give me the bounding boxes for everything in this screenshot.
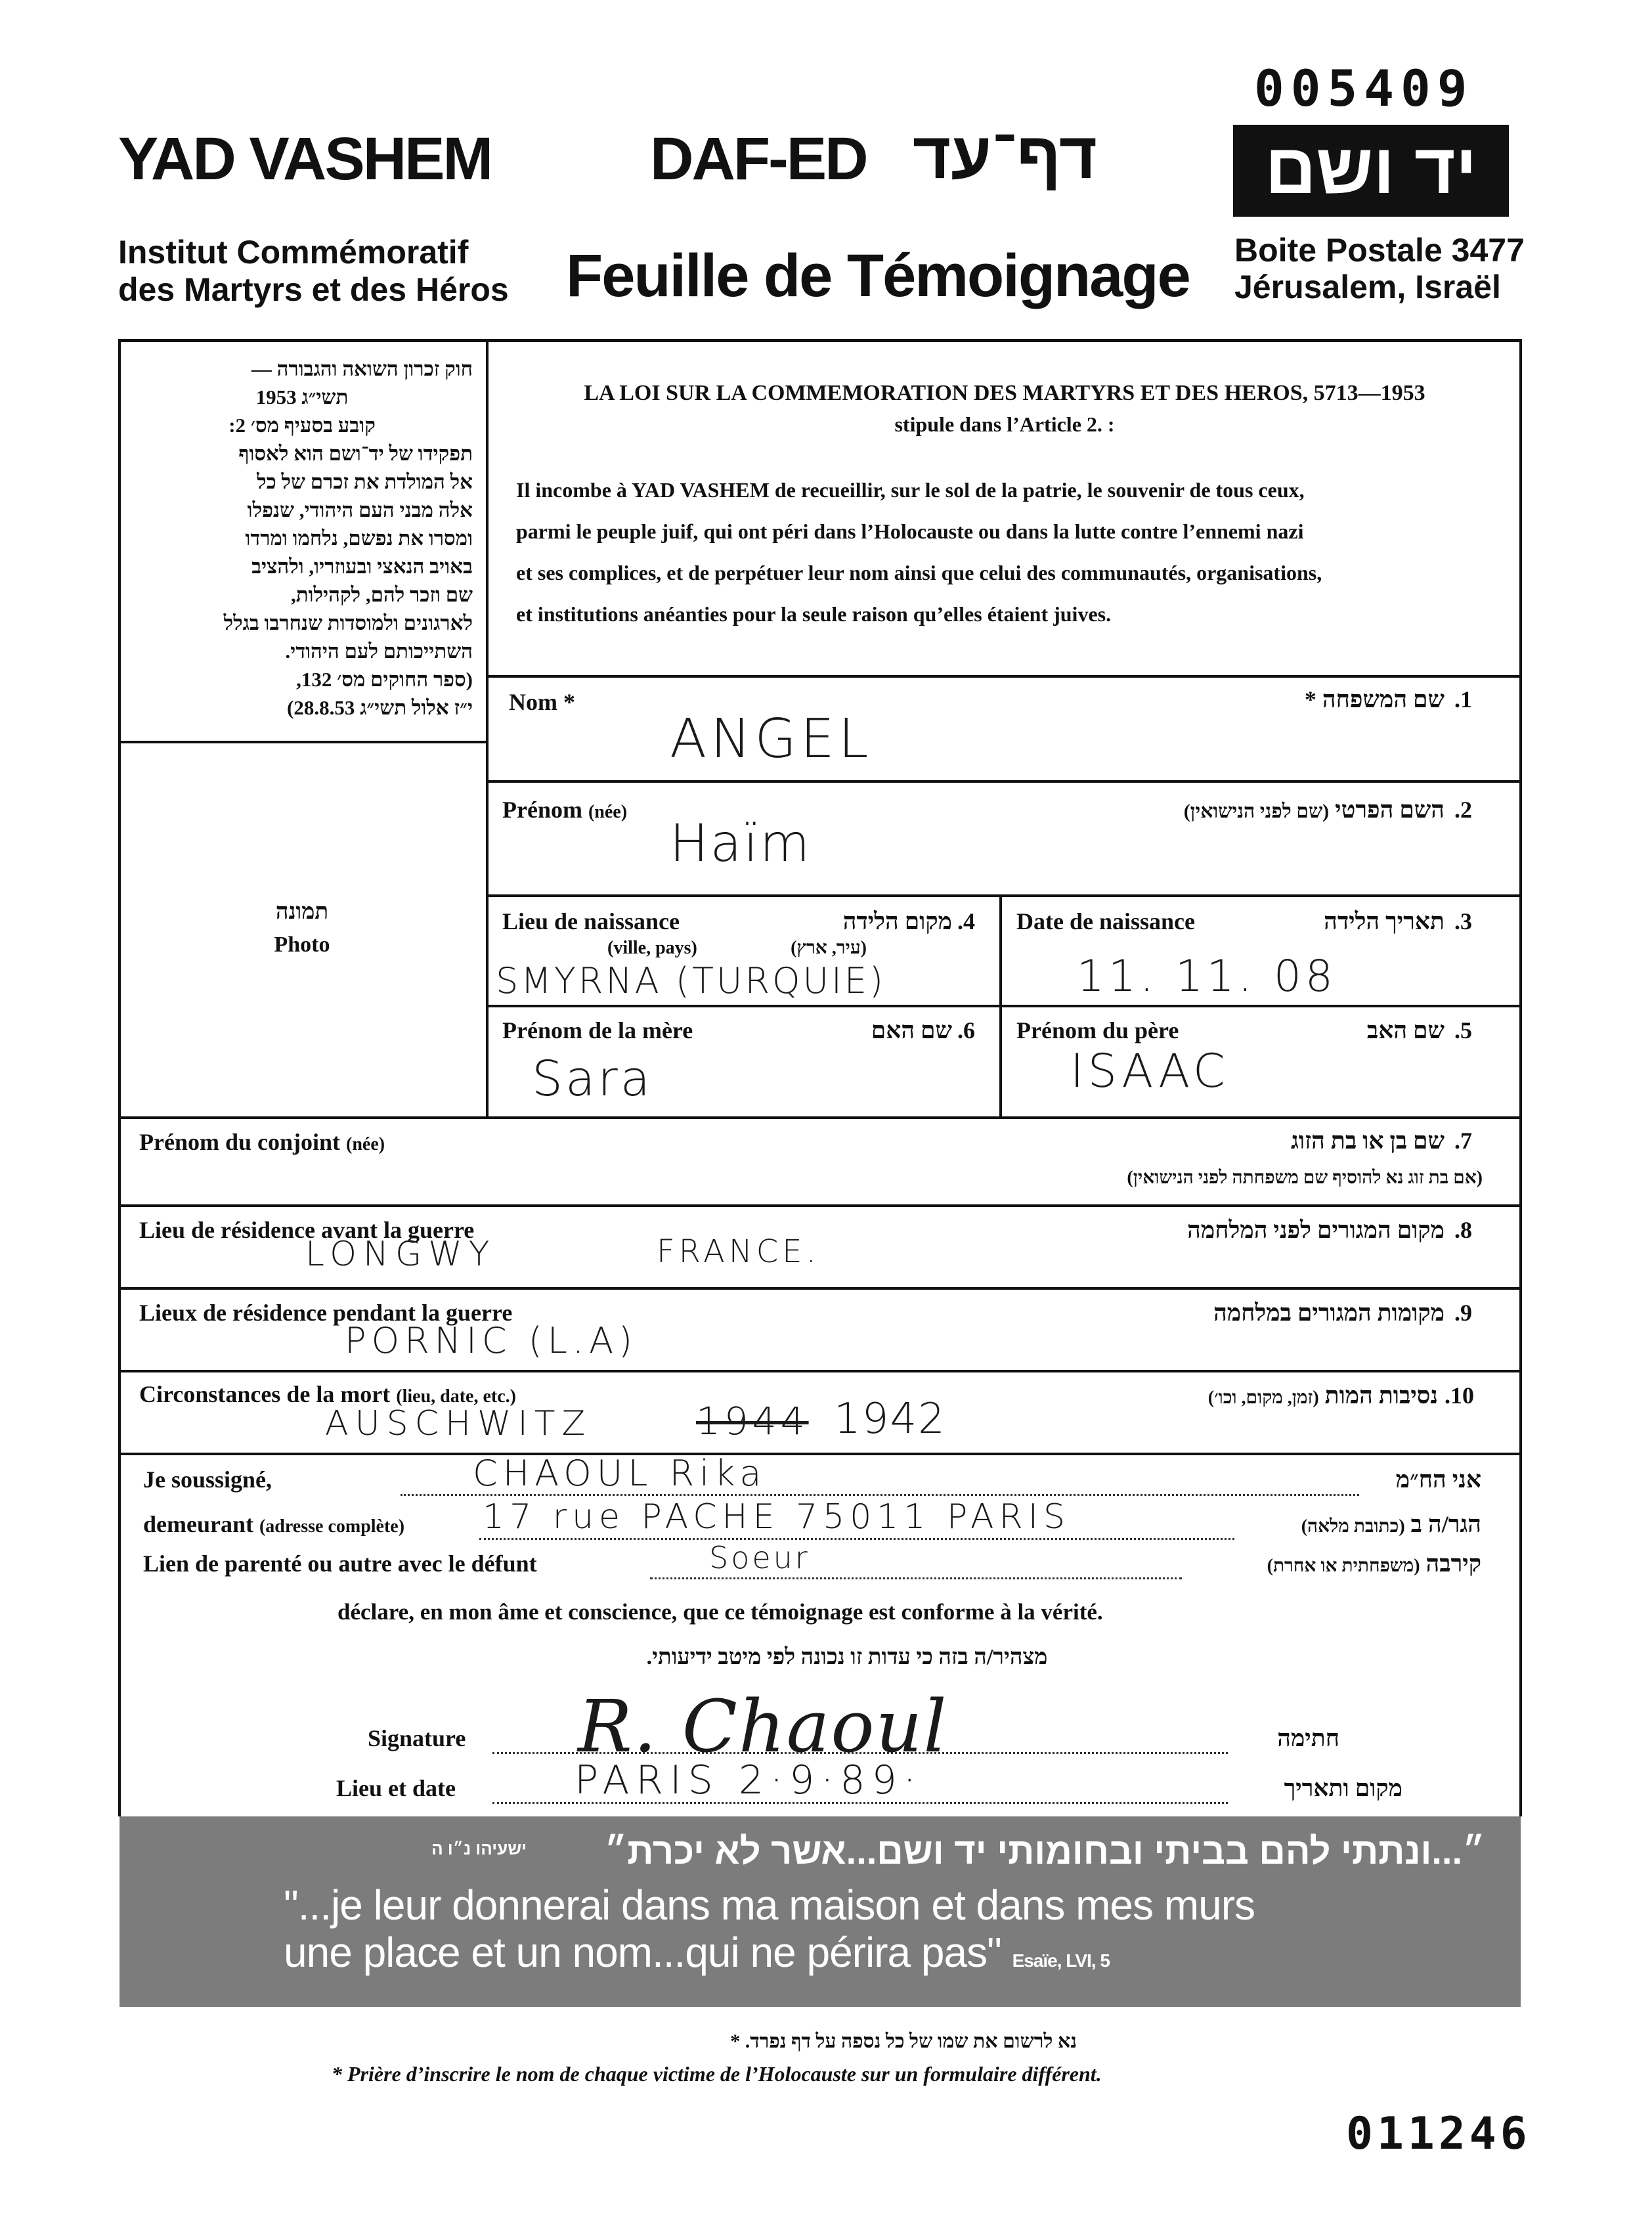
demeurant-hebrew-text: הגר/ה ב xyxy=(1410,1511,1481,1537)
row-divider-6 xyxy=(118,1204,1522,1207)
lien-hebrew-text: קירבה xyxy=(1425,1550,1481,1577)
field-7-label-note: (née) xyxy=(346,1134,385,1154)
soussigne-hebrew: אני הח״מ xyxy=(1395,1466,1481,1493)
soussigne-line xyxy=(401,1494,1359,1496)
law-hebrew-line-13: י״ז אלול תשי״ג 28.8.53) xyxy=(287,696,473,719)
row-divider-2 xyxy=(486,780,1522,783)
law-french-line-1: Il incombe à YAD VASHEM de recueillir, sur le sol de la patrie, le souvenir de tous ceux, xyxy=(516,478,1305,502)
field-3-number: .3 xyxy=(1454,908,1472,934)
field-4-label-hebrew-note: (עיר, ארץ) xyxy=(791,938,867,958)
demeurant-label xyxy=(143,1510,404,1538)
field-4-label-hebrew: מקום הלידה xyxy=(842,908,952,934)
form-name: DAF-ED xyxy=(650,125,867,192)
law-french-line-2: parmi le peuple juif, qui ont péri dans l’Holocauste ou dans la lutte contre l’ennemi nazi xyxy=(516,519,1304,543)
banner-french-line-2 xyxy=(284,1928,1110,1977)
field-10-label-hebrew-note: (זמן, מקום, וכו׳) xyxy=(1207,1388,1319,1408)
lieu-date-label: Lieu et date xyxy=(336,1775,456,1801)
institute-line-2: des Martyrs et des Héros xyxy=(118,271,509,308)
quote-banner xyxy=(120,1816,1521,2007)
law-hebrew-line-1: חוק זכרון השואה והגבורה — xyxy=(251,357,473,380)
form-title: Feuille de Témoignage xyxy=(566,242,1190,309)
field-2-number: .2 xyxy=(1454,797,1472,823)
serial-number-top: 005409 xyxy=(1254,59,1474,118)
field-9-label-hebrew: מקומות המגורים במלחמה xyxy=(1213,1300,1445,1326)
demeurant-label-note: (adresse complète) xyxy=(259,1516,405,1537)
demeurant-hebrew-note: (כתובת מלאה) xyxy=(1301,1516,1405,1537)
field-5-number: .5 xyxy=(1454,1017,1472,1043)
field-4-label: Lieu de naissance xyxy=(502,908,680,934)
banner-hebrew-ref: ישעיהו נ״ו ה xyxy=(431,1839,527,1858)
org-name: YAD VASHEM xyxy=(118,125,492,192)
field-7-label-hebrew: שם בן או בת הזוג xyxy=(1291,1128,1445,1154)
demeurant-value: 17 rue PACHE 75011 PARIS xyxy=(483,1497,1071,1537)
footer-note-hebrew: נא לרשום את שמו של כל נספה על דף נפרד. * xyxy=(730,2030,1077,2052)
law-hebrew-line-6: אלה מבני העם היהודי, שנפלו xyxy=(247,498,473,521)
signature-hebrew: חתימה xyxy=(1277,1725,1339,1751)
law-hebrew-line-5: אל המולדת את זכרם של כל xyxy=(257,470,473,493)
signature-value: R. Chaoul xyxy=(578,1684,948,1768)
field-2-label-text: Prénom xyxy=(502,797,582,823)
field-4-value: SMYRNA (TURQUIE) xyxy=(496,960,886,1001)
field-2-label xyxy=(502,796,627,823)
field-6-number: .6 xyxy=(957,1017,975,1043)
law-french-line-4: et institutions anéanties pour la seule raison qu’elles étaient juives. xyxy=(516,602,1112,626)
field-1-value: ANGEL xyxy=(670,708,873,770)
field-8-label-hebrew: מקום המגורים לפני המלחמה xyxy=(1187,1217,1445,1243)
field-1-label-hebrew: שם המשפחה * xyxy=(1304,686,1445,713)
field-8-value-2: FRANCE. xyxy=(657,1233,820,1270)
law-french-subtitle: stipule dans l’Article 2. : xyxy=(894,412,1115,436)
field-10-value: AUSCHWITZ xyxy=(325,1404,592,1443)
serial-number-bottom: 011246 xyxy=(1346,2108,1531,2160)
law-hebrew-line-8: באויב הנאצי ובעוזריו, ולהציב xyxy=(251,555,473,578)
photo-label: Photo xyxy=(274,933,330,957)
row-divider-9 xyxy=(118,1453,1522,1455)
field-5-label-hebrew: שם האב xyxy=(1366,1017,1445,1043)
law-divider xyxy=(118,741,487,743)
field-8-value: LONGWY xyxy=(305,1235,496,1274)
lien-line xyxy=(650,1577,1182,1579)
field-9-value: PORNIC (L.A) xyxy=(345,1320,638,1361)
field-1-number: .1 xyxy=(1454,686,1472,713)
field-10-value-struck: 1944 xyxy=(696,1399,809,1443)
field-10-label-hebrew xyxy=(1051,1382,1438,1409)
lien-value: Soeur xyxy=(709,1540,810,1575)
field-3-value: 11. 11. 08 xyxy=(1077,951,1337,1001)
footer-note-french: * Prière d’inscrire le nom de chaque victime de l’Holocauste sur un formulaire différent. xyxy=(332,2062,1102,2086)
left-column-divider xyxy=(486,339,489,1116)
row-divider-4 xyxy=(486,1005,1522,1007)
banner-hebrew-quote: ״...ונתתי להם בביתי ובחומותי יד ושם...אשר לא יכרת״ xyxy=(604,1830,1485,1872)
field-6-label-hebrew: שם האם xyxy=(871,1017,952,1043)
field-2-value: Haïm xyxy=(670,814,812,873)
field-10-number: .10 xyxy=(1445,1382,1474,1409)
law-french-title: LA LOI SUR LA COMMEMORATION DES MARTYRS ET DES HEROS, 5713—1953 xyxy=(584,381,1425,405)
law-hebrew-line-2: תשי״ג 1953 xyxy=(255,385,349,408)
demeurant-hebrew xyxy=(1234,1510,1481,1538)
frame-top xyxy=(118,339,1522,342)
law-hebrew-line-11: השתייכותם לעם היהודי. xyxy=(285,640,473,663)
institute-line-1: Institut Commémoratif xyxy=(118,234,469,271)
lieu-date-hebrew: מקום ותאריך xyxy=(1284,1775,1402,1801)
po-box: Boite Postale 3477 xyxy=(1234,232,1525,269)
field-6-value: Sara xyxy=(532,1051,653,1107)
lien-label: Lien de parenté ou autre avec le défunt xyxy=(143,1550,537,1577)
banner-french-line-1: "...je leur donnerai dans ma maison et dans mes murs xyxy=(284,1881,1255,1929)
row-divider-3 xyxy=(486,894,1522,897)
signature-label: Signature xyxy=(368,1725,466,1751)
law-hebrew-line-10: לארגונים ולמוסדות שנחרבו בגלל xyxy=(223,611,473,634)
field-2-label-note: (née) xyxy=(588,802,628,822)
law-hebrew-line-3: קובע בסעיף מס׳ 2: xyxy=(228,414,376,437)
law-hebrew-line-4: תפקידו של יד־ושם הוא לאסוף xyxy=(238,442,473,465)
field-10-value-2: 1942 xyxy=(834,1395,946,1443)
soussigne-value: CHAOUL Rika xyxy=(473,1453,767,1494)
declaration-text: déclare, en mon âme et conscience, que ce témoignage est conforme à la vérité. xyxy=(337,1599,1103,1625)
frame-left xyxy=(118,339,121,1816)
field-8-label: Lieu de résidence avant la guerre xyxy=(139,1217,475,1243)
law-hebrew-line-12: (ספר החוקים מס׳ 132, xyxy=(296,668,473,691)
yad-vashem-logo xyxy=(1233,125,1509,217)
row-divider-8 xyxy=(118,1370,1522,1372)
law-hebrew-line-9: שם וזכר להם, לקהילות, xyxy=(290,583,473,606)
soussigne-label: Je soussigné, xyxy=(143,1466,272,1493)
field-8-number: .8 xyxy=(1454,1217,1472,1243)
field-7-label-hebrew-note: (אם בת זוג נא להוסיף שם משפחתה לפני הנישואין) xyxy=(1127,1168,1483,1188)
field-10-label-hebrew-text: נסיבות המות xyxy=(1324,1382,1438,1409)
lien-hebrew-note: (משפחתית או אחרת) xyxy=(1267,1556,1420,1576)
demeurant-line xyxy=(479,1538,1234,1540)
field-4-number: .4 xyxy=(957,908,975,934)
field-9-number: .9 xyxy=(1454,1300,1472,1326)
law-french-text xyxy=(516,470,1501,635)
field-6-label: Prénom de la mère xyxy=(502,1017,693,1043)
law-french-line-3: et ses complices, et de perpétuer leur nom ainsi que celui des communautés, organisations, xyxy=(516,561,1322,584)
field-7-number: .7 xyxy=(1454,1128,1472,1154)
field-7-label-text: Prénom du conjoint xyxy=(139,1129,340,1155)
demeurant-label-text: demeurant xyxy=(143,1511,253,1537)
row-divider-7 xyxy=(118,1287,1522,1290)
logo-hebrew-text: יד ושם xyxy=(1265,129,1477,208)
declaration-hebrew: מצהיר/ה בזה כי עדות זו נכונה לפי מיטב ידיעותי. xyxy=(646,1645,1048,1669)
field-9-label: Lieux de résidence pendant la guerre xyxy=(139,1300,513,1326)
field-3-label-hebrew: תאריך הלידה xyxy=(1324,908,1445,934)
banner-french-ref: Esaïe, LVI, 5 xyxy=(1012,1950,1110,1971)
row-divider-5 xyxy=(118,1116,1522,1119)
banner-french-line-2-text: une place et un nom...qui ne périra pas" xyxy=(284,1929,1001,1976)
field-2-label-hebrew xyxy=(972,796,1445,823)
row-divider-1 xyxy=(486,675,1522,678)
field-7-label xyxy=(139,1128,385,1156)
field-5-value: ISAAC xyxy=(1070,1044,1229,1098)
city: Jérusalem, Israël xyxy=(1234,269,1501,305)
lieu-date-value: PARIS 2·9·89· xyxy=(575,1757,923,1803)
field-4-label-note: (ville, pays) xyxy=(607,938,697,958)
law-hebrew-block xyxy=(131,355,473,722)
field-3-label: Date de naissance xyxy=(1016,908,1195,934)
field-5-label: Prénom du père xyxy=(1016,1017,1179,1043)
field-10-label-text: Circonstances de la mort xyxy=(139,1381,391,1407)
field-1-label: Nom * xyxy=(509,689,575,715)
form-name-hebrew: דף־עד xyxy=(913,119,1098,192)
lien-hebrew xyxy=(1182,1550,1481,1577)
field-2-label-hebrew-text: השם הפרטי xyxy=(1335,797,1445,823)
photo-label-hebrew: תמונה xyxy=(275,900,329,924)
law-hebrew-line-7: ומסרו את נפשם, נלחמו ומרדו xyxy=(245,527,473,550)
frame-right xyxy=(1519,339,1522,1816)
field-10-label-note: (lieu, date, etc.) xyxy=(396,1386,516,1407)
field-2-label-hebrew-note: (שם לפני הנישואין) xyxy=(1183,801,1330,822)
